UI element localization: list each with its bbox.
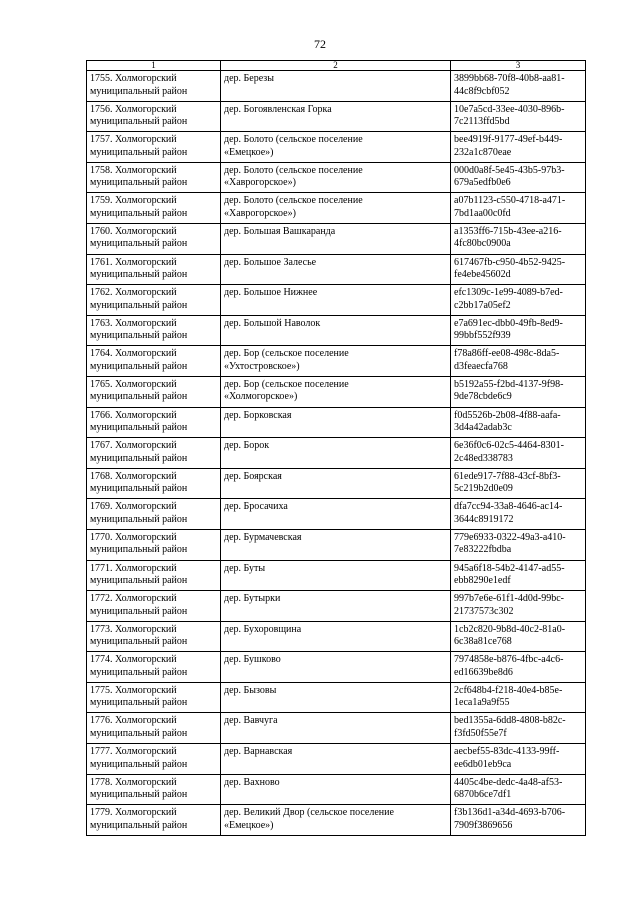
guid-cell <box>451 132 586 163</box>
settlement-cell <box>221 285 451 316</box>
table-row <box>87 468 586 499</box>
guid-cell-line: bee4919f-9177-49ef-b449- <box>454 134 563 146</box>
settlement-cell-line: «Ухтостровское») <box>224 360 300 372</box>
municipality-cell-line: муниципальный район <box>90 758 188 770</box>
municipality-cell <box>87 621 221 652</box>
settlement-cell <box>221 499 451 530</box>
municipality-cell-line: муниципальный район <box>90 544 188 556</box>
guid-cell-line: c2bb17a05ef2 <box>454 299 511 311</box>
guid-cell-line: bed1355a-6dd8-4808-b82c- <box>454 715 566 727</box>
municipality-cell <box>87 285 221 316</box>
settlement-cell-line: «Емецкое») <box>224 819 274 831</box>
settlement-cell <box>221 468 451 499</box>
municipality-cell <box>87 132 221 163</box>
settlement-cell-line: дер. Большой Наволок <box>224 317 321 329</box>
guid-cell-line: 7c2113ffd5bd <box>454 116 510 128</box>
settlement-cell-line: дер. Бор (сельское поселение <box>224 348 349 360</box>
table-row <box>87 805 586 836</box>
table-row <box>87 591 586 622</box>
municipality-cell <box>87 254 221 285</box>
municipality-cell-line: муниципальный район <box>90 422 188 434</box>
settlement-cell-line: дер. Болото (сельское поселение <box>224 195 363 207</box>
guid-cell-line: 21737573c302 <box>454 605 514 617</box>
settlement-cell-line: дер. Большое Залесье <box>224 256 317 268</box>
guid-cell <box>451 652 586 683</box>
guid-cell-line: f3b136d1-a34d-4693-b706- <box>454 807 566 819</box>
municipality-cell-line: 1761. Холмогорский <box>90 256 177 268</box>
settlement-cell <box>221 591 451 622</box>
table-row <box>87 346 586 377</box>
municipality-cell-line: муниципальный район <box>90 636 188 648</box>
municipality-cell <box>87 805 221 836</box>
guid-cell-line: 6e36f0c6-02c5-4464-8301- <box>454 440 564 452</box>
table-row <box>87 560 586 591</box>
municipality-cell <box>87 346 221 377</box>
municipality-cell <box>87 560 221 591</box>
guid-cell-line: 9de78cbde6c9 <box>454 391 512 403</box>
settlement-cell-line: дер. Болото (сельское поселение <box>224 134 363 146</box>
guid-cell <box>451 805 586 836</box>
municipality-cell <box>87 315 221 346</box>
guid-cell-line: 7909f3869656 <box>454 819 513 831</box>
guid-cell <box>451 285 586 316</box>
municipality-cell <box>87 591 221 622</box>
municipality-cell-line: муниципальный район <box>90 452 188 464</box>
settlement-cell-line: «Хаврогорское») <box>224 207 296 219</box>
municipality-cell <box>87 193 221 224</box>
table-row <box>87 529 586 560</box>
page-number: 72 <box>314 37 326 51</box>
settlement-cell <box>221 132 451 163</box>
guid-cell <box>451 621 586 652</box>
municipality-cell <box>87 407 221 438</box>
settlement-cell-line: «Хаврогорское») <box>224 177 296 189</box>
guid-cell-line: 1cb2c820-9b8d-40c2-81a0- <box>454 623 566 635</box>
settlement-cell <box>221 529 451 560</box>
municipality-cell-line: муниципальный район <box>90 513 188 525</box>
table-row <box>87 223 586 254</box>
guid-cell-line: 000d0a8f-5e45-43b5-97b3- <box>454 164 565 176</box>
guid-cell-line: 5c219b2d0e09 <box>454 483 513 495</box>
municipality-cell-line: муниципальный район <box>90 269 188 281</box>
municipality-cell <box>87 223 221 254</box>
guid-cell-line: 3d4a42adab3c <box>454 422 512 434</box>
settlement-cell-line: дер. Бутырки <box>224 593 281 605</box>
settlement-cell <box>221 346 451 377</box>
settlement-cell-line: дер. Большое Нижнее <box>224 287 318 299</box>
table-row <box>87 101 586 132</box>
settlement-cell-line: «Емецкое») <box>224 146 274 158</box>
settlement-cell <box>221 438 451 469</box>
table-row <box>87 315 586 346</box>
settlement-cell <box>221 315 451 346</box>
guid-cell-line: fe4ebe45602d <box>454 269 511 281</box>
guid-cell <box>451 254 586 285</box>
guid-cell-line: 617467fb-c950-4b52-9425- <box>454 256 566 268</box>
municipality-cell-line: муниципальный район <box>90 789 188 801</box>
municipality-cell-line: 1769. Холмогорский <box>90 501 177 513</box>
table-row <box>87 652 586 683</box>
guid-cell <box>451 376 586 407</box>
municipality-cell-line: муниципальный район <box>90 116 188 128</box>
guid-cell-line: ed16639be8d6 <box>454 666 513 678</box>
municipality-cell-line: муниципальный район <box>90 177 188 189</box>
municipality-cell-line: 1770. Холмогорский <box>90 531 177 543</box>
guid-cell-line: f0d5526b-2b08-4f88-aafa- <box>454 409 561 421</box>
column-header-3: 3 <box>451 61 586 71</box>
guid-cell-line: 3899bb68-70f8-40b8-aa81- <box>454 73 565 84</box>
settlement-cell <box>221 621 451 652</box>
guid-cell-line: e7a691ec-dbb0-49fb-8ed9- <box>454 317 563 329</box>
settlement-cell-line: дер. Вавчуга <box>224 715 278 727</box>
municipality-cell-line: муниципальный район <box>90 146 188 158</box>
settlement-cell-line: дер. Буты <box>224 562 266 574</box>
guid-cell <box>451 744 586 775</box>
municipality-cell <box>87 713 221 744</box>
guid-cell <box>451 407 586 438</box>
guid-cell <box>451 438 586 469</box>
guid-cell-line: a1353ff6-715b-43ee-a216- <box>454 225 562 237</box>
settlement-cell-line: дер. Бушково <box>224 654 281 666</box>
settlement-registry-table <box>86 60 586 836</box>
settlement-cell-line: дер. Вахново <box>224 776 280 788</box>
column-header-1: 1 <box>87 61 221 71</box>
settlement-cell-line: дер. Великий Двор (сельское поселение <box>224 807 394 819</box>
settlement-cell-line: дер. Борковская <box>224 409 292 421</box>
settlement-cell <box>221 560 451 591</box>
table-row <box>87 285 586 316</box>
guid-cell-line: 7bd1aa00c0fd <box>454 207 511 219</box>
municipality-cell-line: 1756. Холмогорский <box>90 103 177 115</box>
guid-cell-line: 2c48ed338783 <box>454 452 513 464</box>
settlement-cell-line: дер. Боярская <box>224 470 282 482</box>
guid-cell <box>451 774 586 805</box>
guid-cell-line: d3feaecfa768 <box>454 360 508 372</box>
settlement-cell <box>221 407 451 438</box>
guid-cell <box>451 101 586 132</box>
municipality-cell-line: муниципальный район <box>90 605 188 617</box>
municipality-cell <box>87 744 221 775</box>
guid-cell <box>451 591 586 622</box>
settlement-cell-line: «Холмогорское») <box>224 391 298 403</box>
table-row <box>87 774 586 805</box>
settlement-cell <box>221 682 451 713</box>
guid-cell-line: b5192a55-f2bd-4137-9f98- <box>454 378 564 390</box>
settlement-cell <box>221 162 451 193</box>
municipality-cell <box>87 438 221 469</box>
settlement-cell-line: дер. Варнавская <box>224 746 293 758</box>
municipality-cell <box>87 71 221 102</box>
municipality-cell-line: 1764. Холмогорский <box>90 348 177 360</box>
guid-cell <box>451 223 586 254</box>
guid-cell <box>451 346 586 377</box>
municipality-cell-line: 1763. Холмогорский <box>90 317 177 329</box>
guid-cell-line: aecbef55-83dc-4133-99ff- <box>454 746 560 758</box>
settlement-cell <box>221 223 451 254</box>
guid-cell-line: 997b7e6e-61f1-4d0d-99bc- <box>454 593 564 605</box>
municipality-cell-line: 1758. Холмогорский <box>90 164 177 176</box>
settlement-cell-line: дер. Бор (сельское поселение <box>224 378 349 390</box>
guid-cell <box>451 193 586 224</box>
settlement-cell-line: дер. Бызовы <box>224 684 277 696</box>
municipality-cell-line: 1773. Холмогорский <box>90 623 177 635</box>
guid-cell-line: 4fc80bc0900a <box>454 238 511 250</box>
table-row <box>87 132 586 163</box>
guid-cell <box>451 713 586 744</box>
municipality-cell-line: 1766. Холмогорский <box>90 409 177 421</box>
guid-cell-line: 6870b6ce7df1 <box>454 789 512 801</box>
guid-cell-line: 99bbf552f939 <box>454 330 511 342</box>
municipality-cell-line: 1759. Холмогорский <box>90 195 177 207</box>
table-row <box>87 744 586 775</box>
settlement-cell-line: дер. Большая Вашкаранда <box>224 225 336 237</box>
table-row <box>87 376 586 407</box>
municipality-cell-line: 1777. Холмогорский <box>90 746 177 758</box>
guid-cell <box>451 162 586 193</box>
table-row <box>87 713 586 744</box>
municipality-cell <box>87 101 221 132</box>
municipality-cell-line: 1778. Холмогорский <box>90 776 177 788</box>
guid-cell <box>451 315 586 346</box>
table-row <box>87 407 586 438</box>
settlement-cell <box>221 376 451 407</box>
municipality-cell-line: муниципальный район <box>90 819 188 831</box>
guid-cell-line: dfa7cc94-33a8-4646-ac14- <box>454 501 563 513</box>
guid-cell <box>451 71 586 102</box>
table-row <box>87 193 586 224</box>
guid-cell-line: 10e7a5cd-33ee-4030-896b- <box>454 103 565 115</box>
settlement-cell <box>221 652 451 683</box>
settlement-cell <box>221 254 451 285</box>
municipality-cell <box>87 774 221 805</box>
municipality-cell-line: 1772. Холмогорский <box>90 593 177 605</box>
table-row <box>87 621 586 652</box>
settlement-cell-line: дер. Богоявленская Горка <box>224 103 332 115</box>
guid-cell-line: 44c8f9cbf052 <box>454 85 510 97</box>
municipality-cell-line: муниципальный район <box>90 207 188 219</box>
municipality-cell-line: 1779. Холмогорский <box>90 807 177 819</box>
municipality-cell <box>87 652 221 683</box>
guid-cell <box>451 468 586 499</box>
guid-cell-line: a07b1123-c550-4718-a471- <box>454 195 566 207</box>
table-row <box>87 438 586 469</box>
guid-cell-line: 679a5edfb0e6 <box>454 177 511 189</box>
settlement-cell-line: дер. Борок <box>224 440 270 452</box>
guid-cell-line: ebb8290e1edf <box>454 575 511 586</box>
municipality-cell-line: 1755. Холмогорский <box>90 73 177 84</box>
guid-cell-line: 2cf648b4-f218-40e4-b85e- <box>454 684 563 696</box>
table-row <box>87 162 586 193</box>
table-row <box>87 499 586 530</box>
guid-cell-line: 7e83222fbdba <box>454 544 512 556</box>
municipality-cell <box>87 468 221 499</box>
municipality-cell-line: муниципальный район <box>90 330 188 342</box>
municipality-cell-line: 1768. Холмогорский <box>90 470 177 482</box>
municipality-cell-line: 1776. Холмогорский <box>90 715 177 727</box>
settlement-cell-line: дер. Березы <box>224 73 274 84</box>
municipality-cell-line: 1762. Холмогорский <box>90 287 177 299</box>
municipality-cell-line: муниципальный район <box>90 360 188 372</box>
municipality-cell <box>87 162 221 193</box>
guid-cell-line: 4405c4be-dedc-4a48-af53- <box>454 776 563 788</box>
table-row <box>87 71 586 102</box>
guid-cell-line: 232a1c870eae <box>454 146 512 158</box>
municipality-cell <box>87 376 221 407</box>
municipality-cell <box>87 499 221 530</box>
municipality-cell-line: муниципальный район <box>90 575 188 586</box>
guid-cell <box>451 682 586 713</box>
municipality-cell-line: муниципальный район <box>90 85 188 97</box>
settlement-cell-line: дер. Бросачиха <box>224 501 288 513</box>
guid-cell-line: ee6db01eb9ca <box>454 758 512 770</box>
municipality-cell-line: муниципальный район <box>90 299 188 311</box>
guid-cell-line: f78a86ff-ee08-498c-8da5- <box>454 348 560 360</box>
column-header-2: 2 <box>221 61 451 71</box>
guid-cell <box>451 529 586 560</box>
guid-cell-line: 61ede917-7f88-43cf-8bf3- <box>454 470 561 482</box>
municipality-cell-line: муниципальный район <box>90 666 188 678</box>
guid-cell <box>451 499 586 530</box>
settlement-cell <box>221 713 451 744</box>
guid-cell-line: 945a6f18-54b2-4147-ad55- <box>454 562 565 574</box>
municipality-cell <box>87 682 221 713</box>
municipality-cell-line: 1767. Холмогорский <box>90 440 177 452</box>
municipality-cell-line: муниципальный район <box>90 483 188 495</box>
municipality-cell-line: 1771. Холмогорский <box>90 562 177 574</box>
settlement-cell <box>221 744 451 775</box>
municipality-cell-line: 1774. Холмогорский <box>90 654 177 666</box>
guid-cell-line: 779e6933-0322-49a3-a410- <box>454 531 566 543</box>
settlement-cell-line: дер. Бурмачевская <box>224 531 302 543</box>
guid-cell-line: 3644c8919172 <box>454 513 514 525</box>
settlement-cell <box>221 71 451 102</box>
table-header-row <box>87 61 586 71</box>
settlement-cell <box>221 774 451 805</box>
guid-cell <box>451 560 586 591</box>
settlement-cell <box>221 805 451 836</box>
municipality-cell-line: муниципальный район <box>90 238 188 250</box>
municipality-cell-line: муниципальный район <box>90 391 188 403</box>
guid-cell-line: 1eca1a9a9f55 <box>454 697 510 709</box>
settlement-cell <box>221 101 451 132</box>
table-body <box>87 71 586 836</box>
municipality-cell-line: 1757. Холмогорский <box>90 134 177 146</box>
municipality-cell-line: 1775. Холмогорский <box>90 684 177 696</box>
table-row <box>87 682 586 713</box>
guid-cell-line: 7974858e-b876-4fbc-a4c6- <box>454 654 564 666</box>
municipality-cell-line: 1760. Холмогорский <box>90 225 177 237</box>
municipality-cell-line: муниципальный район <box>90 697 188 709</box>
settlement-cell <box>221 193 451 224</box>
guid-cell-line: f3fd50f55e7f <box>454 727 507 739</box>
settlement-cell-line: дер. Болото (сельское поселение <box>224 164 363 176</box>
table-row <box>87 254 586 285</box>
guid-cell-line: efc1309c-1e99-4089-b7ed- <box>454 287 563 299</box>
guid-cell-line: 6c38a81ce768 <box>454 636 512 648</box>
municipality-cell-line: муниципальный район <box>90 727 188 739</box>
municipality-cell <box>87 529 221 560</box>
settlement-cell-line: дер. Бухоровщина <box>224 623 302 635</box>
municipality-cell-line: 1765. Холмогорский <box>90 378 177 390</box>
